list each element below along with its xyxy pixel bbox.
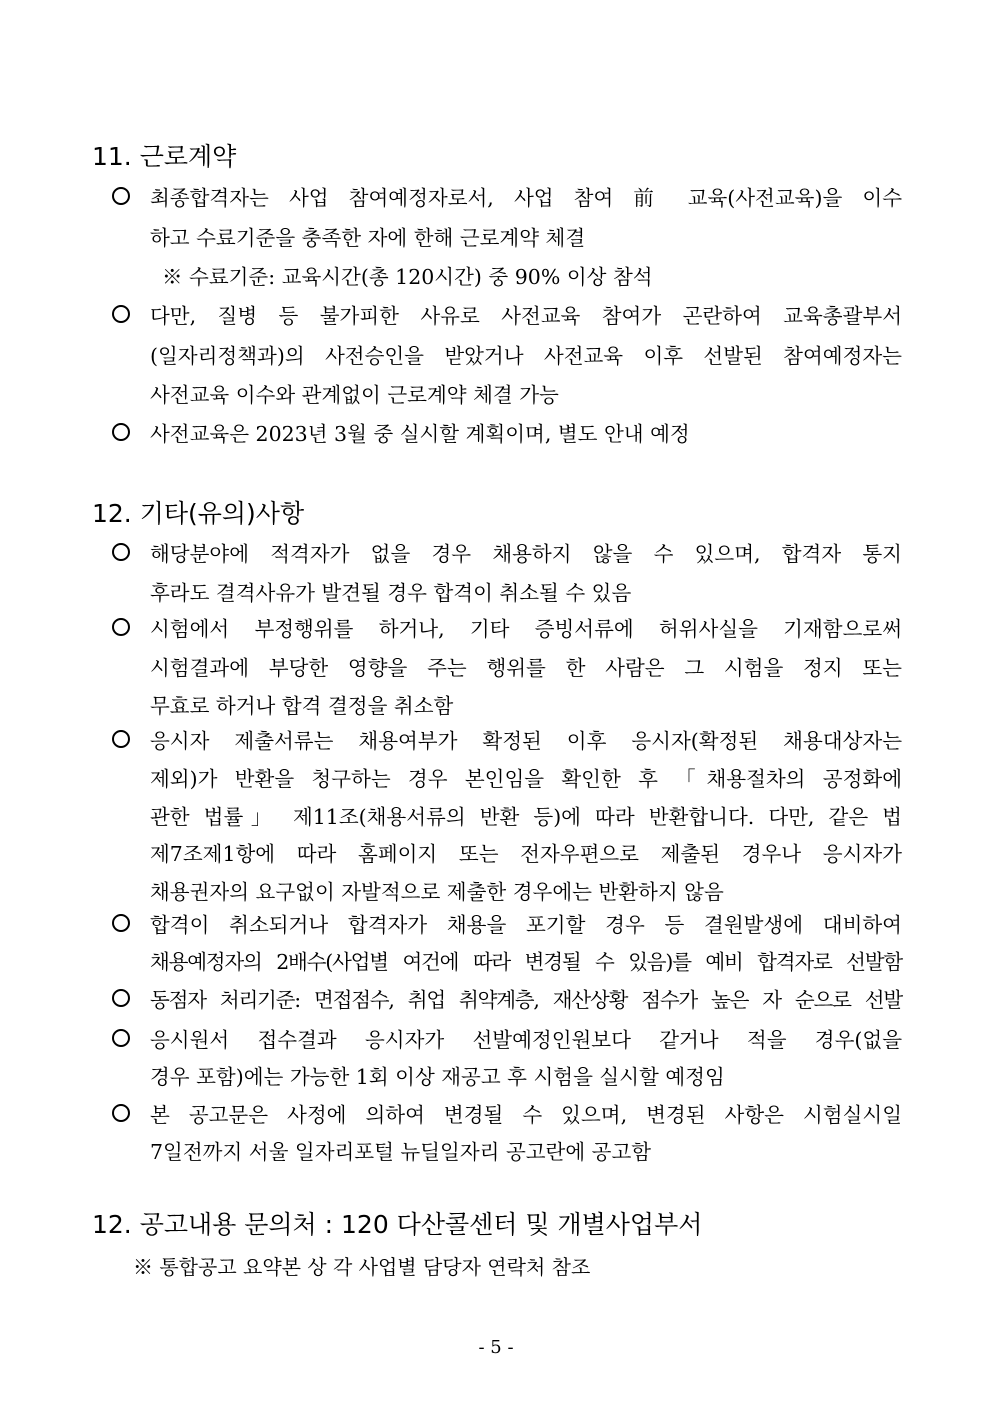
item-line: 본 공고문은 사정에 의하여 변경될 수 있으며, 변경된 사항은 시험실시일: [150, 1103, 902, 1127]
section-11-title: 11. 근로계약: [92, 142, 237, 171]
item-line: 사전교육은 2023년 3월 중 실시할 계획이며, 별도 안내 예정: [150, 422, 690, 446]
item-line: 하고 수료기준을 충족한 자에 한해 근로계약 체결: [150, 226, 586, 250]
circle-bullet-icon: [112, 187, 130, 205]
page-number: - 5 -: [478, 1337, 514, 1358]
item-line: 동점자 처리기준: 면접점수, 취업 취약계층, 재산상황 점수가 높은 자 순으로 선발: [150, 988, 902, 1012]
item-line: 무효로 하거나 합격 결정을 취소함: [150, 694, 454, 718]
circle-bullet-icon: [112, 1104, 130, 1122]
circle-bullet-icon: [112, 305, 130, 323]
circle-bullet-icon: [112, 618, 130, 636]
item-line: 응시원서 접수결과 응시자가 선발예정인원보다 같거나 적을 경우(없을: [150, 1028, 902, 1052]
item-line: 경우 포함)에는 가능한 1회 이상 재공고 후 시험을 실시할 예정임: [150, 1065, 725, 1089]
item-line: 응시자 제출서류는 채용여부가 확정된 이후 응시자(확정된 채용대상자는: [150, 729, 902, 753]
circle-bullet-icon: [112, 989, 130, 1007]
item-line: 사전교육 이수와 관계없이 근로계약 체결 가능: [150, 383, 559, 407]
item-line: 최종합격자는 사업 참여예정자로서, 사업 참여 前 교육(사전교육)을 이수: [150, 186, 902, 210]
contact-note: ※ 통합공고 요약본 상 각 사업별 담당자 연락처 참조: [133, 1255, 591, 1279]
circle-bullet-icon: [112, 423, 130, 441]
item-line: 후라도 결격사유가 발견될 경우 합격이 취소될 수 있음: [150, 581, 632, 605]
item-line: 채용권자의 요구없이 자발적으로 제출한 경우에는 반환하지 않음: [150, 880, 724, 904]
circle-bullet-icon: [112, 543, 130, 561]
item-line: 제7조제1항에 따라 홈페이지 또는 전자우편으로 제출된 경우나 응시자가: [150, 842, 902, 866]
section-12-title: 12. 기타(유의)사항: [92, 499, 305, 528]
circle-bullet-icon: [112, 1029, 130, 1047]
item-line: 제외)가 반환을 청구하는 경우 본인임을 확인한 후 「채용절차의 공정화에: [150, 767, 902, 791]
item-line: 다만, 질병 등 불가피한 사유로 사전교육 참여가 곤란하여 교육총괄부서: [150, 304, 902, 328]
item-line: 시험에서 부정행위를 하거나, 기타 증빙서류에 허위사실을 기재함으로써: [150, 617, 902, 641]
item-line: 시험결과에 부당한 영향을 주는 행위를 한 사람은 그 시험을 정지 또는: [150, 656, 902, 680]
item-line: 7일전까지 서울 일자리포털 뉴딜일자리 공고란에 공고함: [150, 1140, 652, 1164]
item-line: (일자리정책과)의 사전승인을 받았거나 사전교육 이후 선발된 참여예정자는: [150, 344, 902, 368]
contact-section-title: 12. 공고내용 문의처 : 120 다산콜센터 및 개별사업부서: [92, 1210, 703, 1239]
item-line: 해당분야에 적격자가 없을 경우 채용하지 않을 수 있으며, 합격자 통지: [150, 542, 902, 566]
item-line: 합격이 취소되거나 합격자가 채용을 포기할 경우 등 결원발생에 대비하여: [150, 913, 902, 937]
item-line: 관한 법률」 제11조(채용서류의 반환 등)에 따라 반환합니다. 다만, 같은 법: [150, 805, 902, 829]
item-note: ※ 수료기준: 교육시간(총 120시간) 중 90% 이상 참석: [162, 265, 653, 289]
circle-bullet-icon: [112, 914, 130, 932]
item-line: 채용예정자의 2배수(사업별 여건에 따라 변경될 수 있음)를 예비 합격자로 선발함: [150, 950, 902, 974]
circle-bullet-icon: [112, 730, 130, 748]
